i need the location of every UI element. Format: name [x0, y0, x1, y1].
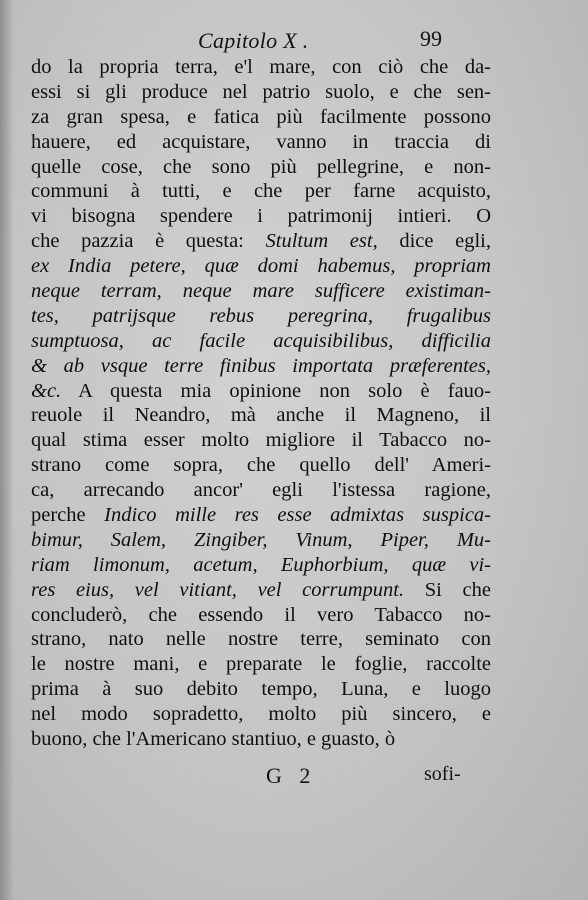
text-segment: perche: [31, 504, 105, 527]
text-segment: le nostre mani, e preparate le foglie, raccolte: [31, 653, 491, 676]
italic-text-segment: sumptuosa, ac facile acquisibilibus, difficilia: [31, 329, 491, 352]
italic-text-segment: bimur, Salem, Zingiber, Vinum, Piper, Mu-: [31, 528, 491, 551]
text-line: [31, 105, 491, 130]
italic-text-segment: neque terram, neque mare sufficere existiman-: [31, 280, 491, 303]
text-line: [31, 279, 491, 304]
text-segment: buono, che l'Americano stantiuo, e guasto, ò: [31, 728, 396, 751]
text-line: [31, 478, 491, 503]
text-line: [31, 652, 491, 677]
text-segment: communi à tutti, e che per farne acquisto,: [31, 180, 491, 203]
italic-text-segment: & ab vsque terre finibus importata præferentes,: [31, 354, 491, 377]
text-segment: hauere, ed acquistare, vanno in traccia di: [31, 130, 491, 153]
text-segment: reuole il Neandro, mà anche il Magneno, il: [31, 404, 491, 427]
text-segment: vi bisogna spendere i patrimonij intieri. O: [31, 205, 491, 228]
text-line: [31, 677, 491, 702]
page-number: 99: [420, 26, 442, 51]
text-segment: concluderò, che essendo il vero Tabacco no-: [31, 603, 491, 626]
page-footer: [0, 763, 588, 793]
text-line: [31, 727, 491, 752]
italic-text-segment: tes, patrijsque rebus peregrina, frugalibus: [31, 304, 491, 327]
text-line: [31, 379, 491, 404]
italic-text-segment: Indico mille res esse admixtas suspica-: [104, 504, 491, 527]
text-segment: nel modo sopradetto, molto più sincero, e: [31, 703, 491, 726]
text-line: [31, 553, 491, 578]
text-line: [31, 204, 491, 229]
text-segment: strano, nato nelle nostre terre, seminato con: [31, 628, 491, 651]
text-line: [31, 702, 491, 727]
italic-text-segment: ex India petere, quæ domi habemus, propriam: [31, 255, 491, 278]
text-segment: Si che: [404, 578, 491, 601]
text-line: [31, 627, 491, 652]
text-line: [31, 304, 491, 329]
text-line: [31, 354, 491, 379]
text-line: [31, 603, 491, 628]
running-title: Capitolo X .: [198, 28, 309, 53]
text-line: [31, 130, 491, 155]
italic-text-segment: Stultum est: [265, 230, 373, 253]
catchword: sofi-: [424, 763, 461, 785]
text-segment: do la propria terra, e'l mare, con ciò che da-: [31, 56, 491, 78]
text-segment: qual stima esser molto migliore il Tabacco no-: [31, 429, 491, 452]
text-segment: ca, arrecando ancor' egli l'istessa ragione,: [31, 479, 491, 502]
body-text: [31, 55, 491, 752]
text-line: [31, 528, 491, 553]
text-line: [31, 229, 491, 254]
text-line: [31, 155, 491, 180]
signature-mark: G 2: [266, 763, 317, 788]
text-segment: za gran spesa, e fatica più facilmente possono: [31, 105, 491, 128]
italic-text-segment: res eius, vel vitiant, vel corrumpunt.: [31, 578, 405, 601]
text-line: [31, 428, 491, 453]
text-segment: , dice egli,: [372, 230, 491, 253]
text-line: [31, 254, 491, 279]
text-segment: A questa mia opinione non solo è fauo-: [61, 379, 491, 402]
italic-text-segment: riam limonum, acetum, Euphorbium, quæ vi-: [31, 553, 491, 576]
text-line: [31, 403, 491, 428]
text-line: [31, 453, 491, 478]
text-segment: quelle cose, che sono più pellegrine, e non-: [31, 155, 491, 178]
text-line: [31, 503, 491, 528]
page-header: [0, 28, 588, 58]
text-segment: essi si gli produce nel patrio suolo, e che sen-: [31, 80, 491, 103]
text-line: [31, 55, 491, 80]
text-line: [31, 329, 491, 354]
text-segment: strano come sopra, che quello dell' Ameri-: [31, 454, 491, 477]
text-line: [31, 578, 491, 603]
text-line: [31, 80, 491, 105]
text-segment: che pazzia è questa:: [31, 230, 266, 253]
text-line: [31, 179, 491, 204]
italic-text-segment: &c.: [31, 379, 62, 402]
text-segment: prima à suo debito tempo, Luna, e luogo: [31, 678, 491, 701]
